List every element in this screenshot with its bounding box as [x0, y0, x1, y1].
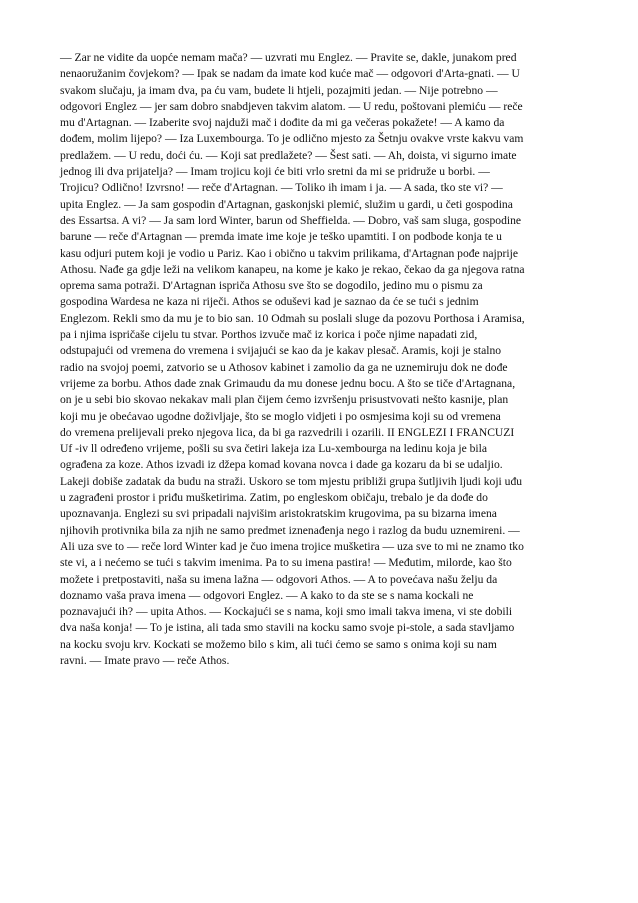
text-line: predlažem. — U redu, doći ću. — Koji sat predlažete? — Šest sati. — Ah, doista, vi sigurno imate — [60, 148, 517, 162]
text-line: u zagrađeni prostor i priđu mušketirima. Zatim, po engleskom običaju, trebalo je da dođe do — [60, 491, 488, 505]
text-line: on je u sebi bio skovao nekakav mali plan čijem ćemo izvršenju prisustvovati nešto kasnije, plan — [60, 393, 509, 407]
text-line: kasu odjuri putem koji je vodio u Pariz. Kao i obično u takvim prilikama, d'Artagnan pođe najprije — [60, 246, 519, 260]
text-line: vrijeme za borbu. Athos dade znak Grimaudu da mu donese jednu bocu. A što se tiče d'Artagnana, — [60, 376, 516, 390]
text-line: dođem, molim lijepo? — Iza Luxembourga. To je odlično mjesto za Šetnju ovakve vrste kakvu vam — [60, 132, 524, 146]
text-line: pa i njima ispričaše cijelu tu stvar. Porthos izvuče mač iz korica i poče njime napadati zid, — [60, 328, 478, 342]
text-line: Uf -iv ll određeno vrijeme, pošli su sva četiri lakeja iza Lu-xembourga na ledinu koja je bila — [60, 442, 488, 456]
text-line: Englezom. Rekli smo da mu je to bio san. 10 Odmah su poslali sluge da pozovu Porthosa i Aramisa, — [60, 311, 525, 325]
text-line: poznavajući ih? — upita Athos. — Kockajući se s nama, koji smo imali takva imena, vi ste dobili — [60, 605, 513, 619]
text-line: oprema sama potraži. D'Artagnan ispriča Athosu sve što se dogodilo, jedino mu o pismu za — [60, 279, 483, 293]
text-line: Trojicu? Odlično! Izvrsno! — reče d'Artagnan. — Toliko ih imam i ja. — A sada, tko ste vi? — — [60, 181, 503, 195]
text-line: nenaoružanim čovjekom? — Ipak se nadam da imate kod kuće mač — odgovori d'Arta-gnati. — U — [60, 67, 520, 81]
text-line: odgovori Englez — jer sam dobro snabdjeven takvim alatom. — U redu, poštovani plemiću — reče — [60, 99, 523, 113]
text-line: njihovih protivnika bila za njih ne samo predmet iznenađenja nego i razlog da budu uznemireni. — — [60, 523, 520, 537]
text-line: upoznavanja. Englezi su svi pripadali najvišim aristokratskim krugovima, pa su bizarna imena — [60, 507, 497, 521]
text-line: jednog ili dva prijatelja? — Imam trojicu koji će biti vrlo sretni da mi se pridruže u borbi. — — [60, 165, 490, 179]
text-line: možete i pretpostaviti, naša su imena lažna — odgovori Athos. — A to povećava našu želju da — [60, 572, 498, 586]
text-line: Athosu. Nađe ga gdje leži na velikom kanapeu, na kome je kako je rekao, čekao da ga njegova ratna — [60, 262, 525, 276]
text-line: gospodina Wardesa ne kaza ni riječi. Athos se oduševi kad je saznao da će se tući s jednim — [60, 295, 479, 309]
text-line: upita Englez. — Ja sam gospodin d'Artagnan, gaskonjski plemić, služim u gardi, u četi gospodina — [60, 197, 513, 211]
text-line: ste vi, a i nećemo se tući s takvim imenima. Pa to su imena pastira! — Međutim, milorde, kao što — [60, 556, 512, 570]
text-line: ravni. — Imate pravo — reče Athos. — [60, 653, 230, 667]
text-line: — Zar ne vidite da uopće nemam mača? — uzvrati mu Englez. — Pravite se, dakle, junakom pred — [60, 51, 517, 64]
text-line: dva naša konja! — To je istina, ali tada smo stavili na kocku samo svoje pi-stole, a sada stavljamo — [60, 621, 515, 635]
text-line: des Essartsa. A vi? — Ja sam lord Winter, barun od Sheffielda. — Dobro, vaš sam sluga, gospodine — [60, 213, 522, 227]
text-line: Ali uza sve to — reče lord Winter kad je čuo imena trojice mušketira — uza sve to mi ne znamo tko — [60, 539, 524, 553]
text-line: barune — reče d'Artagnan — premda imate ime koje je teško upamtiti. I on podbode konja te u — [60, 230, 502, 244]
text-line: ograđena za koze. Athos izvadi iz džepa komad kovana novca i dade ga kozaru da bi se udaljio. — [60, 458, 503, 472]
body-text — [60, 50, 580, 669]
text-line: doznamo vaša prava imena — odgovori Englez. — A kako to da ste se s nama kockali ne — [60, 588, 474, 602]
text-line: radio na svojoj poemi, zatvorio se u Athosov kabinet i zamolio da ga ne uznemiruju dok ne dođe — [60, 360, 508, 374]
text-line: mu d'Artagnan. — Izaberite svoj najduži mač i dođite da mi ga večeras pokažete! — A kamo da — [60, 116, 505, 130]
text-line: do vremena prelijevali preko njegova lica, da bi ga razvedrili i ozarili. II ENGLEZI I FRANCUZI — [60, 425, 515, 439]
text-line: Lakeji dobiše zadatak da budu na straži. Uskoro se tom mjestu približi grupa šutljivih ljudi koji uđu — [60, 474, 523, 488]
text-line: svakom slučaju, ja imam dva, pa ću vam, budete li htjeli, pozajmiti jedan. — Nije potrebno — — [60, 83, 498, 97]
text-line: odstupajući od vremena do vremena i svijajući se kao da je kakav plesač. Aramis, koji je stalno — [60, 344, 502, 358]
text-line: na kocku svoju krv. Kockati se možemo bilo s kim, ali tući ćemo se samo s onima koji su nam — [60, 637, 497, 651]
text-line: koji mu je obećavao ugodne doživljaje, što se moglo vidjeti i po osmjesima koji su od vremena — [60, 409, 501, 423]
